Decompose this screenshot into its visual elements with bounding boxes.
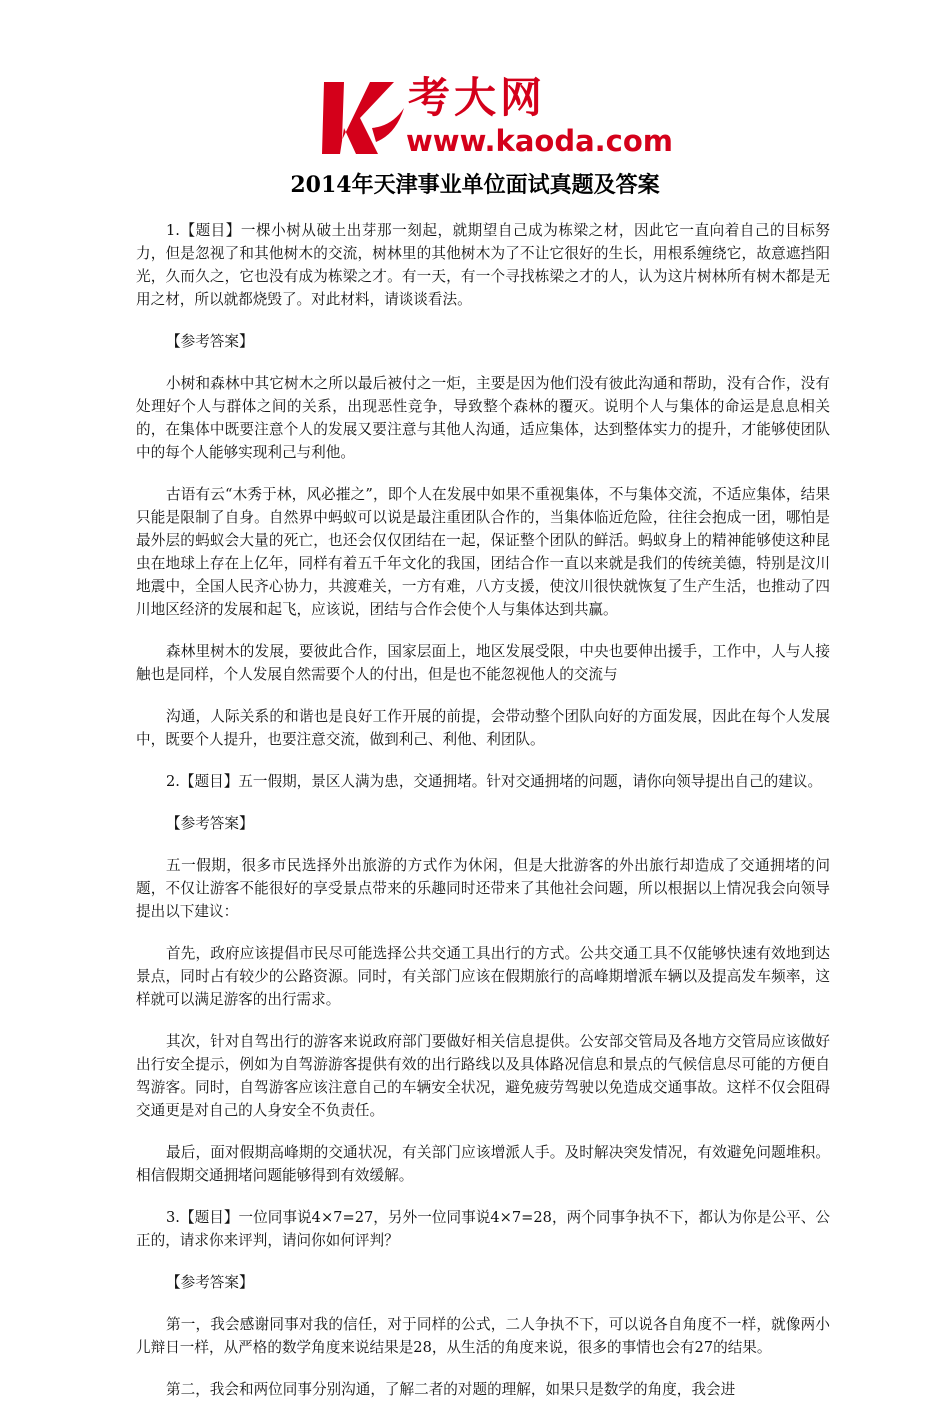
answer-paragraph: 森林里树木的发展，要彼此合作，国家层面上，地区发展受限，中央也要伸出援手，工作中，人与人接触也是同样，个人发展自然需要个人的付出，但是也不能忽视他人的交流与: [136, 643, 830, 683]
answer-paragraph: 其次，针对自驾出行的游客来说政府部门要做好相关信息提供。公安部交管局及各地方交管局应该做好出行安全提示，例如为自驾游游客提供有效的出行路线以及具体路况信息和景点的气候信息尽可能的方便自驾游客。同时，自驾游客应该注意自己的车辆安全状况，避免疲劳驾驶以免造成交通事故。这样不仅会阻碍交通更是对自己的人身安全不负责任。: [136, 1033, 830, 1119]
answer-paragraph: 首先，政府应该提倡市民尽可能选择公共交通工具出行的方式。公共交通工具不仅能够快速有效地到达景点，同时占有较少的公路资源。同时，有关部门应该在假期旅行的高峰期增派车辆以及提高发车频率，这样就可以满足游客的出行需求。: [136, 945, 830, 1008]
document-title: 2014年天津事业单位面试真题及答案: [290, 172, 660, 198]
answer-heading-2: 【参考答案】: [166, 815, 254, 832]
answer-heading-3: 【参考答案】: [166, 1274, 254, 1291]
answer-paragraph: 小树和森林中其它树木之所以最后被付之一炬，主要是因为他们没有彼此沟通和帮助，没有合作，没有处理好个人与群体之间的关系，出现恶性竞争，导致整个森林的覆灭。说明个人与集体的命运是息息相关的，在集体中既要注意个人的发展又要注意与其他人沟通，适应集体，达到整体实力的提升，才能够使团队中的每个人能够实现利己与利他。: [136, 375, 830, 461]
answer-paragraph: 第二，我会和两位同事分别沟通，了解二者的对题的理解，如果只是数学的角度，我会进: [166, 1381, 736, 1398]
question-3: 3.【题目】一位同事说4×7=27，另外一位同事说4×7=28，两个同事争执不下，都认为你是公平、公正的，请求你来评判，请问你如何评判？: [136, 1209, 830, 1249]
answer-paragraph: 沟通，人际关系的和谐也是良好工作开展的前提，会带动整个团队向好的方面发展，因此在每个人发展中，既要个人提升，也要注意交流，做到利己、利他、利团队。: [136, 708, 830, 748]
answer-paragraph: 第一，我会感谢同事对我的信任，对于同样的公式，二人争执不下，可以说各自角度不一样，就像两小儿辩日一样，从严格的数学角度来说结果是28，从生活的角度来说，很多的事情也会有27的结果。: [136, 1316, 830, 1356]
logo-brand-url: www.kaoda.com: [406, 124, 673, 158]
answer-paragraph: 古语有云“木秀于林，风必摧之”，即个人在发展中如果不重视集体，不与集体交流，不适应集体，结果只能是限制了自身。自然界中蚂蚁可以说是最注重团队合作的，当集体临近危险，往往会抱成一团，哪怕是最外层的蚂蚁会大量的死亡，也还会仅仅团结在一起，保证整个团队的鲜活。蚂蚁身上的精神能够使这种昆虫在地球上存在上亿年，同样有着五千年文化的我国，团结合作一直以来就是我们的传统美德，特别是汶川地震中，全国人民齐心协力，共渡难关，一方有难，八方支援，使汶川很快就恢复了生产生活，也推动了四川地区经济的发展和起飞，应该说，团结与合作会使个人与集体达到共赢。: [136, 486, 830, 618]
answer-paragraph: 最后，面对假期高峰期的交通状况，有关部门应该增派人手。及时解决突发情况，有效避免问题堆积。相信假期交通拥堵问题能够得到有效缓解。: [136, 1144, 830, 1184]
question-2: 2.【题目】五一假期，景区人满为患，交通拥堵。针对交通拥堵的问题，请你向领导提出自己的建议。: [166, 773, 823, 790]
answer-heading-1: 【参考答案】: [166, 333, 254, 350]
document-body: [136, 219, 830, 1420]
logo-brand-name: 考大网: [408, 73, 547, 122]
logo-k-mark-icon: [320, 78, 406, 158]
answer-paragraph: 五一假期，很多市民选择外出旅游的方式作为休闲，但是大批游客的外出旅行却造成了交通拥堵的问题，不仅让游客不能很好的享受景点带来的乐趣同时还带来了其他社会问题，所以根据以上情况我会向领导提出以下建议：: [136, 857, 830, 920]
kaoda-logo: [320, 72, 673, 164]
question-1: 1.【题目】一棵小树从破土出芽那一刻起，就期望自己成为栋梁之材，因此它一直向着自己的目标努力，但是忽视了和其他树木的交流，树林里的其他树木为了不让它很好的生长，用根系缠绕它，故意遮挡阳光，久而久之，它也没有成为栋梁之才。有一天，有一个寻找栋梁之才的人，认为这片树林所有树木都是无用之材，所以就都烧毁了。对此材料，请谈谈看法。: [136, 222, 830, 308]
